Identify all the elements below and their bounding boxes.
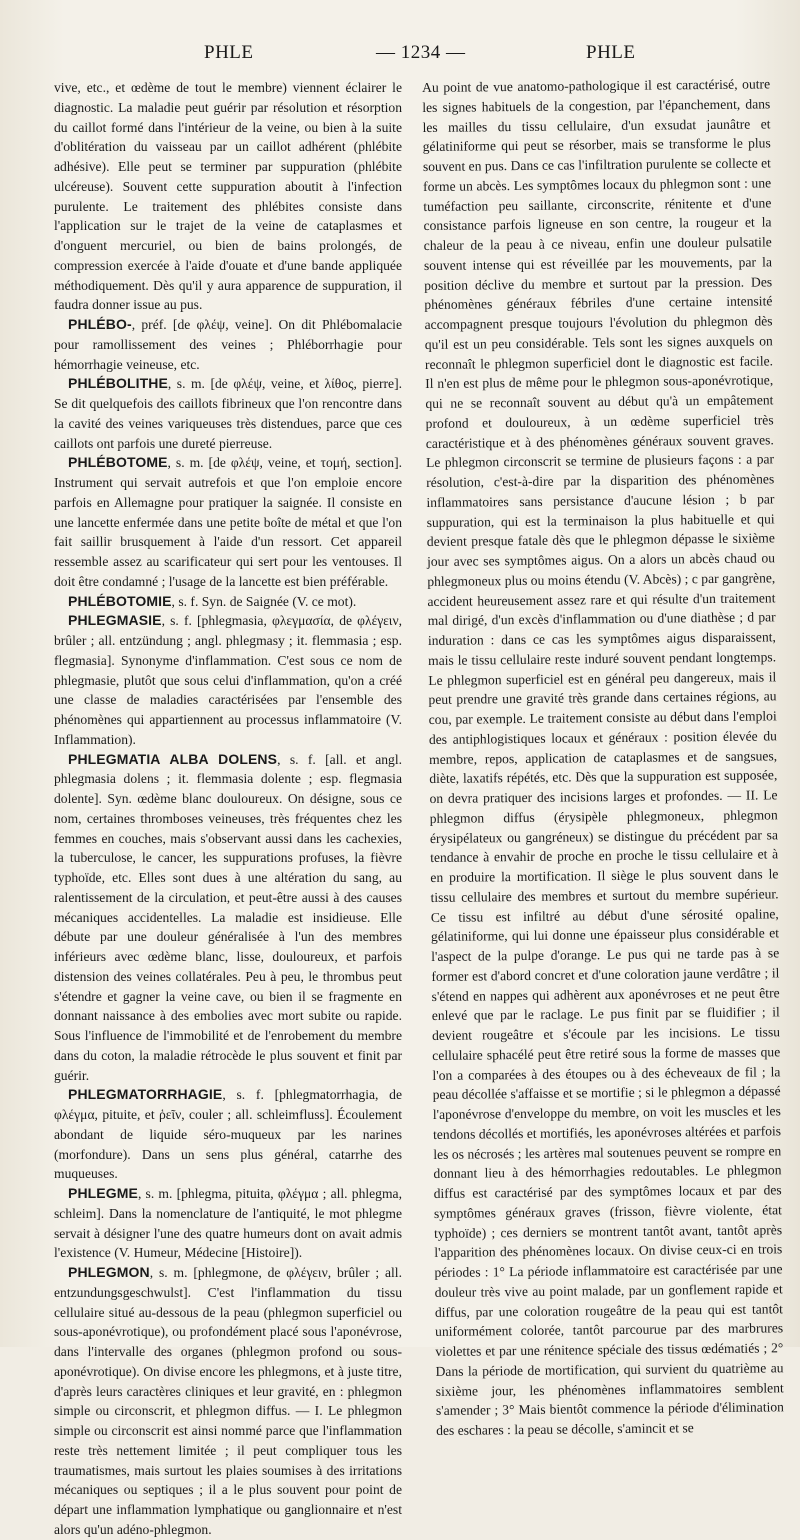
entry-continuation: vive, etc., et œdème de tout le membre) viennent éclairer le diagnostic. La maladie peut guérir par résolution et résorption du caillot formé dans l'intérieur de la veine, ou bien à la suite d'oblitération du vaisseau par un caillot adhérent (phlébite adhésive). Elle peut se terminer par suppuration (phlébite ulcéreuse). Souvent cette suppuration aboutit à l'infection purulente. Le traitement des phlébites consiste dans l'application sur le trajet de la veine de cataplasmes et d'onguent mercuriel, ou bien de bains prolongés, de compression exercée à l'aide d'ouate et d'une bande appliquée méthodiquement. Dès qu'il y aura apparence de suppuration, il faudra donner issue au pus. (54, 80, 402, 313)
headword: PHLEGMASIE (68, 612, 162, 629)
headword: PHLEGMATORRHAGIE (68, 1086, 223, 1103)
entry-phlegme: PHLEGME, s. m. [phlegma, pituita, φλέγμα ; all. phlegma, schleim]. Dans la nomenclature de l'antiquité, le mot phlegme servait à désigner l'une des quatre humeurs dont on avait admis l'existence (V. Humeur, Médecine [Histoire]). (54, 1185, 402, 1261)
headword: PHLEGMATIA ALBA DOLENS (68, 750, 278, 767)
headword: PHLEGMON (68, 1264, 150, 1280)
running-head-left: PHLE (204, 42, 254, 63)
entry-phlebolithe: PHLÉBOLITHE, s. m. [de φλέψ, veine, et λίθος, pierre]. Se dit quelquefois des caillots fibrineux que l'on rencontre dans la cavité des veines variqueuses très distendues, parce que ces caillots ont parfois une dureté pierreuse. (54, 375, 402, 451)
entry-phlegmatia-alba-dolens: PHLEGMATIA ALBA DOLENS, s. f. [all. et angl. phlegmasia dolens ; it. flemmasia dolente ; esp. flegmasia dolente]. Syn. œdème blanc douloureux. On désigne, sous ce nom, certaines thromboses veineuses, très fréquentes chez les femmes en couches, mais s'observant aussi dans les cachexies, la tuberculose, le cancer, les suppurations profuses, la fièvre typhoïde, etc. Elles sont dues à une altération du sang, au ralentissement de la circulation, et peut-être aussi à des causes mécaniques accidentelles. La maladie est insidieuse. Elle débute par une douleur généralisée à l'un des membres inférieurs avec œdème blanc, lisse, douloureux, et parfois distension des veines collatérales. Peu à peu, le thrombus peut s'étendre et gagner la veine cave, ou bien il se fragmente en donnant naissance à des embolies avec mort subite ou rapide. Sous l'influence de l'immobilité et de l'enrobement du membre dans du coton, la maladie rétrocède le plus souvent et finit par guérir. (54, 750, 402, 1083)
headword: PHLÉBO- (68, 316, 132, 332)
entry-phlegmasie: PHLEGMASIE, s. f. [phlegmasia, φλεγμασία, de φλέγειν, brûler ; all. entzündung ; angl. phlegmasy ; it. flemmasia ; esp. flegmasia]. Synonyme d'inflammation. C'est sous ce nom de phlegmasie, plutôt que sous celui d'inflammation, qu'on a créé une classe de maladies caractérisées par l'ensemble des phénomènes qui appartiennent au processus inflammatoire (V. Inflammation). (54, 612, 402, 747)
entry-phlegmatorrhagie: PHLEGMATORRHAGIE, s. f. [phlegmatorrhagia, de φλέγμα, pituite, et ῥεῖν, couler ; all. schleimfluss]. Écoulement abondant de liquide séro-muqueux par les narines (morfondure). Dans un sens plus général, catarrhe des muqueuses. (54, 1086, 402, 1182)
left-column (54, 78, 402, 1540)
text-columns (54, 76, 785, 1540)
headword: PHLÉBOLITHE (68, 375, 168, 392)
entry-phlegmon: PHLEGMON, s. m. [phlegmone, de φλέγειν, brûler ; all. entzundungsgeschwulst]. C'est l'inflammation du tissu cellulaire situé au-dessous de la peau (phlegmon superficiel ou sous-aponévrotique), ou profondément placé sous l'aponévrose, dans l'intervalle des organes (phlegmon profond ou sous-aponévrotique). On divise encore les phlegmons, et à juste titre, d'après leurs caractères cliniques et leur gravité, en : phlegmon simple ou circonscrit, et phlegmon diffus. — I. Le phlegmon simple ou circonscrit est ainsi nommé parce que l'inflammation reste très nettement limitée ; il peut compliquer tous les traumatismes, mais surtout les plaies soumises à des irritations mécaniques ou septiques ; il a le plus souvent pour point de départ une inflammation lymphatique ou ganglionnaire et n'est alors qu'un adéno-phlegmon. (54, 1264, 402, 1537)
headword: PHLEGME (68, 1185, 138, 1201)
entry-phlebo: PHLÉBO-, préf. [de φλέψ, veine]. On dit Phlébomalacie pour ramollissement des veines ; Phléborrhagie pour hémorrhagie veineuse, etc. (54, 316, 402, 372)
entry-phlebotomie: PHLÉBOTOMIE, s. f. Syn. de Saignée (V. ce mot). (68, 592, 357, 609)
page-number: — 1234 — (376, 42, 466, 63)
headword: PHLÉBOTOMIE (68, 592, 172, 609)
entry-phlebotome: PHLÉBOTOME, s. m. [de φλέψ, veine, et τομή, section]. Instrument qui servait autrefois et que l'on emploie encore parfois en Allemagne pour pratiquer la saignée. Il consiste en une lancette enfermée dans une petite boîte de métal et que l'on fait saillir brusquement à l'aide d'un ressort. Cet appareil ressemble assez au scarificateur qui sert pour les ventouses. Il doit être condamné ; l'usage de la lancette est bien préférable. (54, 454, 402, 589)
right-column (422, 74, 785, 1539)
running-head (54, 42, 770, 70)
phlegmon-continuation: Au point de vue anatomo-pathologique il est caractérisé, outre les signes habituels de la congestion, par l'épanchement, dans les mailles du tissu cellulaire, d'un exsudat jaunâtre et gélatiniforme qui peut se résorber, mais se transforme le plus souvent en pus. Dans ce cas l'infiltration purulente se collecte et forme un abcès. Les symptômes locaux du phlegmon sont : une tuméfaction peu saillante, circonscrite, rénitente et d'une consistance parfois ligneuse en son centre, la rougeur et la chaleur de la peau à ce niveau, enfin une douleur pulsatile souvent intense qui est réveillée par les mouvements, par la position déclive du membre et surtout par la pression. Des phénomènes généraux fébriles d'une certaine intensité accompagnent presque toujours l'évolution du phlegmon dès qu'il est un peu considérable. Tels sont les signes auxquels on reconnaît le phlegmon superficiel dont le diagnostic est facile. Il n'en est plus de même pour le phlegmon sous-aponévrotique, qui ne se reconnaît souvent au début qu'à un empâtement profond et douloureux, à un œdème superficiel très caractéristique et à des phénomènes généraux souvent graves. Le phlegmon circonscrit se termine de plusieurs façons : a par résolution, c'est-à-dire par la disparition des phénomènes inflammatoires sans persistance d'aucune lésion ; b par suppuration, qui est la terminaison la plus habituelle et qui devient presque fatale dès que le phlegmon dépasse le sixième jour avec ses symptômes aigus. On a alors un abcès chaud ou phlegmoneux plus ou moins étendu (V. Abcès) ; c par gangrène, accident heureusement assez rare et qui résulte d'un traitement mal dirigé, d'un excès d'inflammation ou d'une diathèse ; d par induration : dans ce cas les symptômes aigus disparaissent, mais le tissu cellulaire reste induré souvent pendant longtemps. Le phlegmon superficiel est en général peu dangereux, mais il peut prendre une gravité très grande dans certaines régions, au cou, par exemple. Le traitement consiste au début dans l'emploi des antiphlogistiques locaux et généraux : position élevée du membre, repos, application de cataplasmes et de sangsues, diète, laxatifs répétés, etc. Dès que la suppuration est supposée, on devra pratiquer des incisions larges et profondes. — II. Le phlegmon diffus (érysipèle phlegmoneux, phlegmon érysipélateux ou gangréneux) se distingue du précédent par sa tendance à envahir de proche en proche le tissu cellulaire et à en produire la mortification. Il siège le plus souvent dans le tissu cellulaire des membres et surtout du membre supérieur. Ce tissu est infiltré au début d'une sérosité opaline, gélatiniforme, qui lui donne une épaisseur plus considérable et l'aspect de la pulpe d'orange. Le pus qui ne tarde pas à se former est d'abord concret et d'une coloration jaune verdâtre ; il s'étend en nappes qui adhèrent aux aponévroses et ne peut être enlevé que par le raclage. Le pus finit par se fluidifier ; il devient rougeâtre et s'écoule par les incisions. Le tissu cellulaire sphacélé peut être retiré sous la forme de masses que l'on a comparées à des étoupes ou à des écheveaux de fil ; la peau décollée s'affaisse et se mortifie ; si le phlegmon a dépassé l'aponévrose d'enveloppe du membre, on voit les muscles et les tendons décollés et mortifiés, les aponévroses altérées et parfois les os nécrosés ; les artères mal soutenues peuvent se rompre en donnant lieu à des hémorrhagies redoutables. Le phlegmon diffus est caractérisé par des symptômes locaux et par des symptômes généraux graves (frisson, fièvre violente, état typhoïde) ; ces derniers se montrent tantôt avant, tantôt après l'apparition des phénomènes locaux. On divise ceux-ci en trois périodes : 1° La période inflammatoire est caractérisée par une douleur très vive au point malade, par un gonflement rapide et diffus, par une coloration rougeâtre de la peau qui est tantôt uniformément colorée, tantôt parcourue par des marbrures violettes et par une rénitence spéciale des tissus œdématiés ; 2° Dans la période de mortification, qui survient du quatrième au sixième jour, les phénomènes inflammatoires semblent s'amender ; 3° Mais bientôt commence la période d'élimination des eschares : la peau se décolle, s'amincit et se (422, 76, 785, 1438)
headword: PHLÉBOTOME (68, 454, 168, 471)
running-head-right: PHLE (586, 42, 636, 63)
